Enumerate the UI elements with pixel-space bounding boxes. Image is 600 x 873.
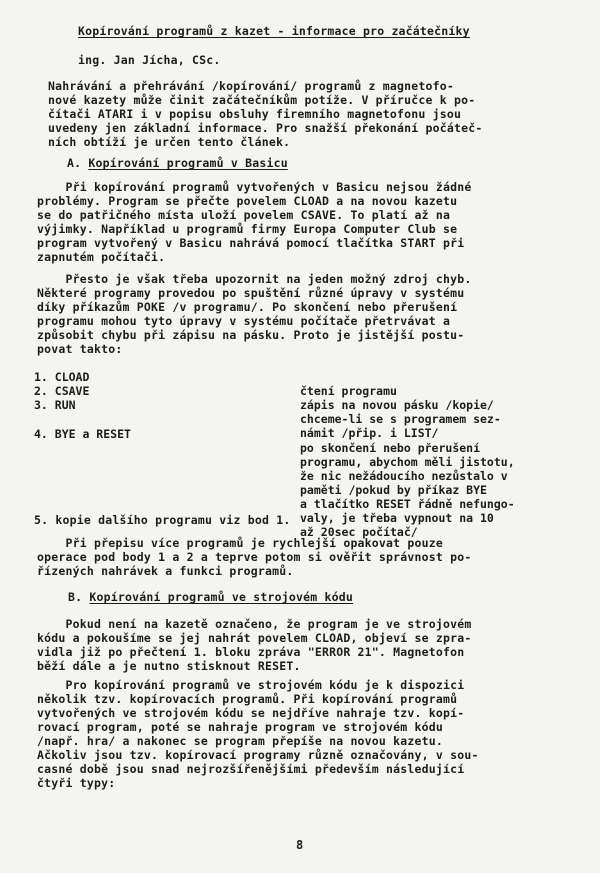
step-description: chceme-li se s programem sez- námit /přip. i LIST/	[300, 412, 501, 440]
section-b-paragraph-1: Pokud není na kazetě označeno, že program je ve strojovém kódu a pokoušíme se jej nahrát povelem CLOAD, objeví se zpra- vidla již po přečtení 1. bloku zpráva "ERROR 21". Magnetofon běží dále a je nutno stisknout RESET.	[37, 617, 472, 673]
section-b-title: Kopírování programů ve strojovém kódu	[89, 590, 353, 604]
section-a-paragraph-3: Při přepisu více programů je rychlejší opakovat pouze operace pod body 1 a 2 a teprve potom si ověřit správnost po- řízených nahrávek a funkci programů.	[37, 536, 472, 578]
author-line: ing. Jan Jícha, CSc.	[78, 53, 221, 67]
step-description: po skončení nebo přerušení programu, abychom měli jistotu, že nic nežádoucího nezůstalo v paměti /pokud by příkaz BYE a tlačítko RESET řádně nefungo- valy, je třeba vypnout na 10 až 20sec počítač/	[300, 441, 515, 539]
section-b-letter: B.	[68, 590, 83, 604]
section-a-paragraph-2: Přesto je však třeba upozornit na jeden možný zdroj chyb. Některé programy provedou po spuštění různé úpravy v systému díky příkazům POKE /v programu/. Po skončení nebo přerušení programu mohou tyto úpravy v systému počítače přetrvávat a způsobit chybu při zápisu na pásku. Proto je jistější postu- povat takto:	[37, 272, 472, 356]
step-command: 4. BYE a RESET	[34, 427, 131, 441]
step-command: 1. CLOAD	[34, 370, 90, 384]
section-a-title: Kopírování programů v Basicu	[88, 156, 288, 170]
step-command: 2. CSAVE	[34, 384, 90, 398]
page-number: 8	[296, 838, 304, 852]
step-description: zápis na novou pásku /kopie/	[300, 398, 494, 412]
document-title: Kopírování programů z kazet - informace pro začátečníky	[78, 24, 470, 38]
intro-paragraph: Nahrávání a přehrávání /kopírování/ programů z magnetofo- nové kazety může činit začátečníkům potíže. V příručce k po- čítači ATARI i v popisu obsluhy firemního magnetofonu jsou uvedeny jen základní informace. Pro snažší překonání počáteč- ních obtíží je určen tento článek.	[48, 79, 483, 149]
step-command: 3. RUN	[34, 398, 76, 412]
section-a-paragraph-1: Při kopírování programů vytvořených v Basicu nejsou žádné problémy. Program se přečte povelem CLOAD a na novou kazetu se do patřičného místa uloží povelem CSAVE. To platí až na výjimky. Například u programů firmy Europa Computer Club se program vytvořený v Basicu nahrává pomocí tlačítka START při zapnutém počítači.	[37, 180, 472, 264]
section-b-paragraph-2: Pro kopírování programů ve strojovém kódu je k dispozici několik tzv. kopírovacích programů. Při kopírování programů vytvořených ve strojovém kódu se nejdříve nahraje tzv. kopí- rovací program, poté se nahraje program ve strojovém kódu /např. hra/ a nakonec se program přepíše na novou kazetu. Ačkoliv jsou tzv. kopírovací programy různě označovány, v sou- casné době jsou snad nejrozšířenějšími především následující čtyři typy:	[37, 678, 479, 790]
section-b-heading	[68, 590, 353, 604]
section-a-letter: A.	[67, 156, 82, 170]
section-a-heading	[67, 156, 288, 170]
step-description: čtení programu	[300, 384, 397, 398]
step-5-line: 5. kopie dalšího programu viz bod 1.	[34, 513, 291, 527]
